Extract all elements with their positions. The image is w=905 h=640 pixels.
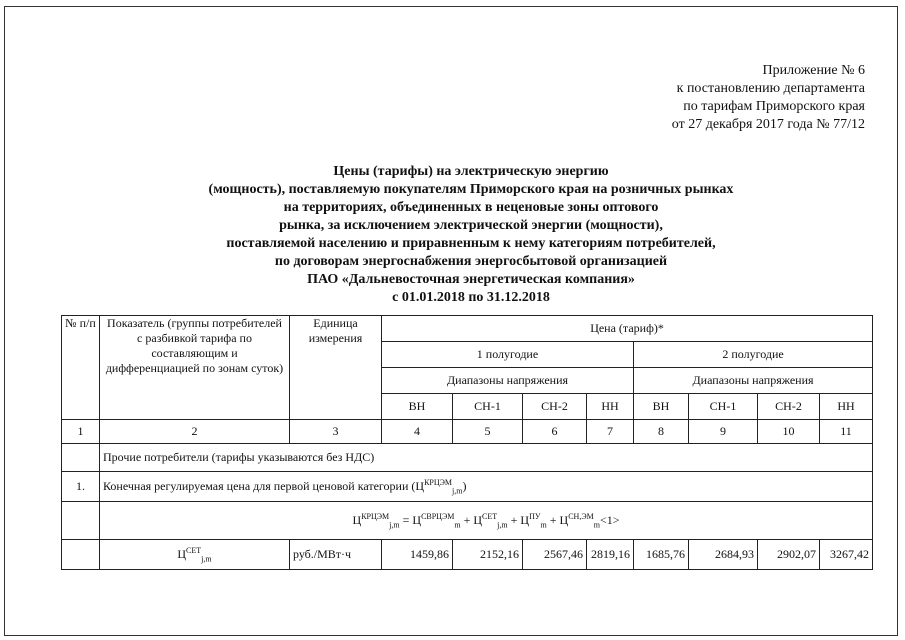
price-value: 2819,16: [587, 540, 634, 570]
voltage-header: ВН: [382, 394, 453, 420]
row-final-price-close: ): [462, 478, 467, 493]
title-line: с 01.01.2018 по 31.12.2018: [392, 290, 550, 305]
title-line: на территориях, объединенных в неценовые зоны оптового: [283, 200, 659, 215]
header-unit: Единица измерения: [290, 316, 382, 420]
header-price: Цена (тариф)*: [382, 316, 873, 342]
header-ranges1: Диапазоны напряжения: [382, 368, 634, 394]
voltage-header: НН: [587, 394, 634, 420]
header-indicator: Показатель (группы потребителей с разбивкой тарифа по составляющим и дифференциацией по зонам суток): [100, 316, 290, 420]
column-number: 8: [634, 420, 689, 444]
column-number: 3: [290, 420, 382, 444]
formula-note: <1>: [599, 512, 620, 527]
title-line: рынка, за исключением электрической энергии (мощности),: [279, 218, 663, 233]
voltage-header: СН-2: [523, 394, 587, 420]
voltage-header: ВН: [634, 394, 689, 420]
column-number: 11: [820, 420, 873, 444]
appendix-line: к постановлению департамента: [676, 81, 865, 96]
price-value: 1685,76: [634, 540, 689, 570]
column-number: 9: [689, 420, 758, 444]
voltage-header: СН-1: [453, 394, 523, 420]
price-formula: $Ц^{КРЦЭМ}_{j,m} = Ц^{СВРЦЭМ}_m + Ц^{СЕТ}_{j,m} + Ц^{ПУ}_m + Ц^{СН,ЭМ}_m<1>$: [100, 502, 873, 540]
voltage-header: СН-1: [689, 394, 758, 420]
column-number: 10: [758, 420, 820, 444]
price-value: 2567,46: [523, 540, 587, 570]
column-number: 4: [382, 420, 453, 444]
column-number: 7: [587, 420, 634, 444]
column-number: 2: [100, 420, 290, 444]
voltage-header: СН-2: [758, 394, 820, 420]
unit-cell: руб./МВт·ч: [290, 540, 382, 570]
appendix-line: Приложение № 6: [762, 63, 865, 78]
header-number: № п/п: [62, 316, 100, 420]
set-number-cell: [62, 540, 100, 570]
row-number: 1.: [62, 472, 100, 502]
appendix-header: [672, 62, 865, 134]
price-value: 1459,86: [382, 540, 453, 570]
appendix-line: от 27 декабря 2017 года № 77/12: [671, 117, 865, 132]
price-value: 2902,07: [758, 540, 820, 570]
row-final-price-text: Конечная регулируемая цена для первой ценовой категории (: [103, 478, 416, 493]
title-line: Цены (тарифы) на электрическую энергию: [333, 164, 609, 179]
voltage-header: НН: [820, 394, 873, 420]
section-number-cell: [62, 444, 100, 472]
header-half1: 1 полугодие: [382, 342, 634, 368]
price-value: 3267,42: [820, 540, 873, 570]
tariff-table: [61, 315, 873, 570]
appendix-line: по тарифам Приморского края: [683, 99, 865, 114]
header-half2: 2 полугодие: [634, 342, 873, 368]
column-number: 5: [453, 420, 523, 444]
formula-number-cell: [62, 502, 100, 540]
document-title: [60, 163, 882, 307]
column-number: 6: [523, 420, 587, 444]
title-line: ПАО «Дальневосточная энергетическая компания»: [307, 272, 635, 287]
network-component-label: $Ц^{СЕТ}_{j,m}$: [100, 540, 290, 570]
row-final-price: [100, 472, 873, 502]
title-line: поставляемой населению и приравненным к нему категориям потребителей,: [226, 236, 716, 251]
column-number: 1: [62, 420, 100, 444]
section-row: Прочие потребители (тарифы указываются без НДС): [100, 444, 873, 472]
price-value: 2684,93: [689, 540, 758, 570]
title-line: (мощность), поставляемую покупателям Приморского края на розничных рынках: [208, 182, 734, 197]
header-ranges2: Диапазоны напряжения: [634, 368, 873, 394]
title-line: по договорам энергоснабжения энергосбытовой организацией: [274, 254, 668, 269]
price-symbol: $Ц^{КРЦЭМ}_{j,m}$: [415, 477, 463, 496]
price-value: 2152,16: [453, 540, 523, 570]
